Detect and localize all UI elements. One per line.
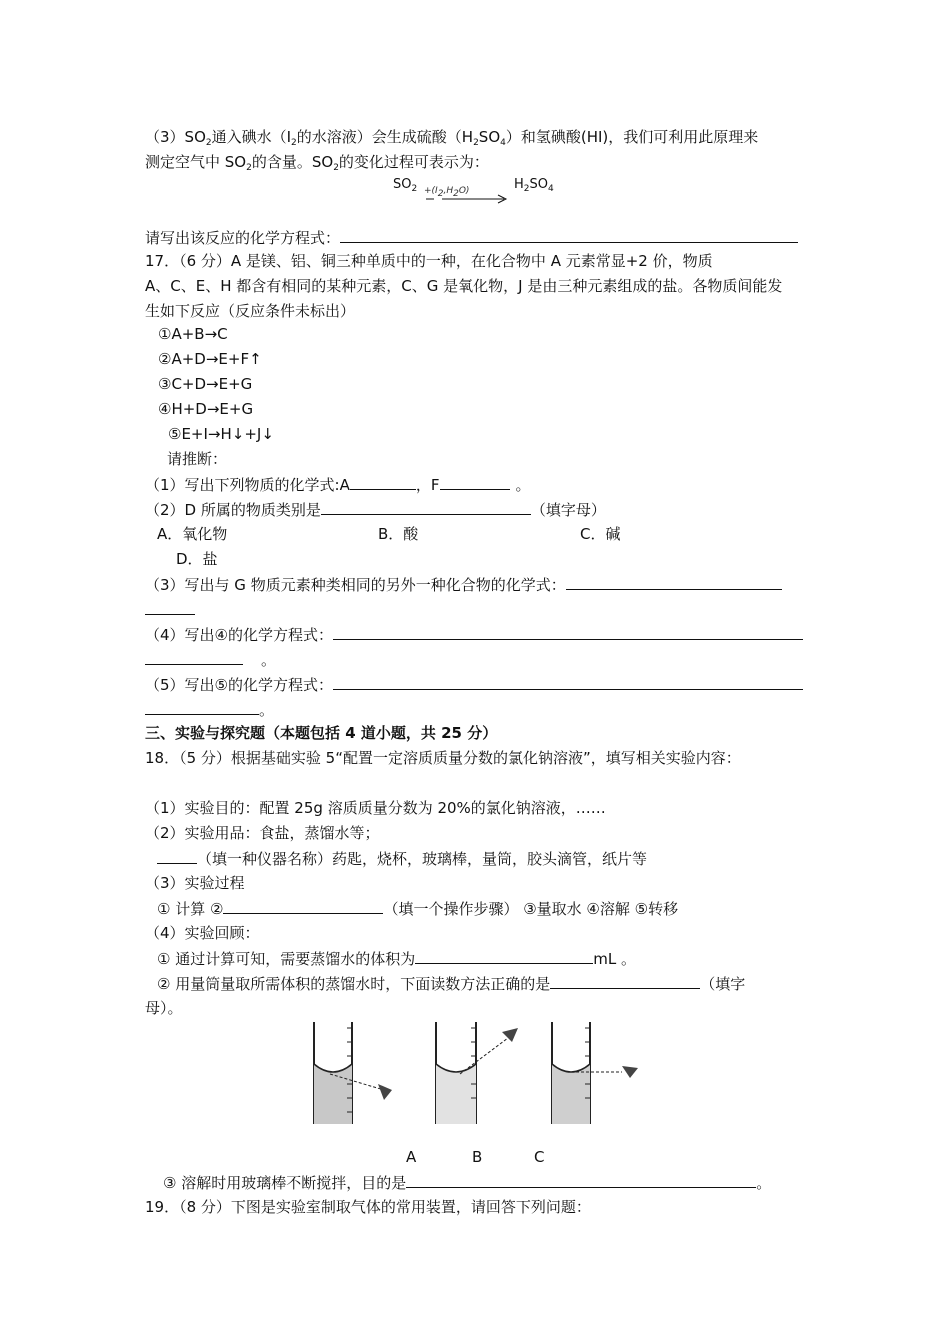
- answer-blank[interactable]: [333, 624, 803, 640]
- q17-sub4: （4）写出④的化学方程式：: [145, 624, 803, 645]
- infer-label: 请推断：: [167, 450, 228, 468]
- q18-a2: （2）实验用品：食盐，蒸馏水等；: [145, 824, 380, 842]
- answer-blank[interactable]: [350, 474, 416, 490]
- q18-a4b: ② 用量筒量取所需体积的蒸馏水时，下面读数方法正确的是 （填字: [157, 975, 746, 993]
- q18-a3-steps: ① 计算 ② （填一个操作步骤） ③量取水 ④溶解 ⑤转移: [157, 900, 679, 918]
- q18-a4b-cont: 母）。: [145, 999, 183, 1017]
- figure-label-c: C: [534, 1148, 545, 1166]
- eye-icon: [502, 1028, 518, 1042]
- answer-blank[interactable]: [145, 599, 195, 615]
- reaction-2: ②A+D→E+F↑: [158, 350, 262, 368]
- scheme-left: $SO_2$: [393, 177, 418, 194]
- q18-a2b: （填一种仪器名称）药匙，烧杯，玻璃棒，量筒，胶头滴管，纸片等: [157, 848, 647, 869]
- answer-blank[interactable]: [406, 1172, 756, 1188]
- scheme-arrow-icon: [424, 194, 510, 204]
- q18-line1: 18．（5 分）根据基础实验 5“配置一定溶质质量分数的氯化钠溶液”，填写相关实验内容：: [145, 749, 741, 767]
- q18-a3: （3）实验过程: [145, 874, 245, 892]
- eye-icon: [378, 1084, 392, 1100]
- option-b: B．酸: [378, 525, 419, 543]
- q16-3-prompt: 请写出该反应的化学方程式：: [145, 227, 798, 248]
- answer-blank[interactable]: [415, 948, 593, 964]
- q17-line3: 生如下反应（反应条件未标出）: [145, 302, 356, 320]
- scheme-right: $H_2SO_4$: [514, 177, 554, 194]
- cylinder-a: [314, 1022, 392, 1124]
- option-a: A．氧化物: [157, 525, 228, 543]
- q16-3-line2: 测定空气中 $SO_2$的含量。$SO_2$的变化过程可表示为：: [145, 153, 489, 173]
- scheme-arrow-label: $+(I_2,H_2O)$: [424, 186, 470, 199]
- reaction-5: ⑤E+I→H↓+J↓: [168, 425, 274, 443]
- cylinder-c: [552, 1022, 638, 1124]
- q19-line1: 19．（8 分）下图是实验室制取气体的常用装置，请回答下列问题：: [145, 1198, 591, 1216]
- eye-icon: [622, 1066, 638, 1078]
- answer-blank[interactable]: [157, 848, 197, 864]
- q17-sub3: （3）写出与 G 物质元素种类相同的另外一种化合物的化学式：: [145, 574, 782, 595]
- answer-blank[interactable]: [333, 674, 803, 690]
- reaction-3: ③C+D→E+G: [158, 375, 253, 393]
- figure-label-a: A: [406, 1148, 417, 1166]
- q17-line1: 17．（6 分）A 是镁、铝、铜三种单质中的一种，在化合物中 A 元素常显+2 价，物质: [145, 252, 713, 270]
- q17-sub4-cont: 。: [145, 649, 276, 670]
- q18-a4a: ① 通过计算可知，需要蒸馏水的体积为 mL 。: [157, 950, 636, 968]
- answer-blank[interactable]: [550, 973, 700, 989]
- q17-sub3-cont: [145, 599, 195, 620]
- option-c: C．碱: [580, 525, 621, 543]
- answer-blank[interactable]: [440, 474, 510, 490]
- q17-line2: A、C、E、H 都含有相同的某种元素，C、G 是氧化物，J 是由三种元素组成的盐。各物质间能发: [145, 277, 783, 295]
- answer-blank[interactable]: [223, 898, 383, 914]
- q17-sub5: （5）写出⑤的化学方程式：: [145, 674, 803, 695]
- answer-blank[interactable]: [340, 227, 798, 243]
- answer-blank[interactable]: [145, 649, 243, 665]
- q18-a4c: ③ 溶解时用玻璃棒不断搅拌，目的是 。: [163, 1174, 772, 1192]
- figure-label-b: B: [472, 1148, 483, 1166]
- q17-sub2: （2）D 所属的物质类别是 （填字母）: [145, 501, 606, 519]
- q18-a1: （1）实验目的：配置 25g 溶质质量分数为 20%的氯化钠溶液，……: [145, 799, 606, 817]
- answer-blank[interactable]: [321, 499, 531, 515]
- cylinder-b: [436, 1022, 518, 1124]
- q18-a4: （4）实验回顾：: [145, 924, 260, 942]
- option-d: D．盐: [176, 550, 218, 568]
- answer-blank[interactable]: [145, 699, 259, 715]
- section-3-heading: 三、实验与探究题（本题包括 4 道小题，共 25 分）: [145, 724, 498, 742]
- reaction-4: ④H+D→E+G: [158, 400, 254, 418]
- q16-3-line1: $(3)SO_2$通入碘水（$I_2$的水溶液）会生成硫酸$(H_2SO_4)$和氢碘酸(HI)，我们可利用此原理来: [145, 128, 759, 148]
- answer-blank[interactable]: [566, 574, 782, 590]
- reaction-1: ①A+B→C: [158, 325, 228, 343]
- q17-sub5-cont: 。: [145, 699, 274, 720]
- cylinder-reading-figure: [300, 1020, 660, 1130]
- q17-sub1: （1）写出下列物质的化学式:A ，F 。: [145, 476, 531, 494]
